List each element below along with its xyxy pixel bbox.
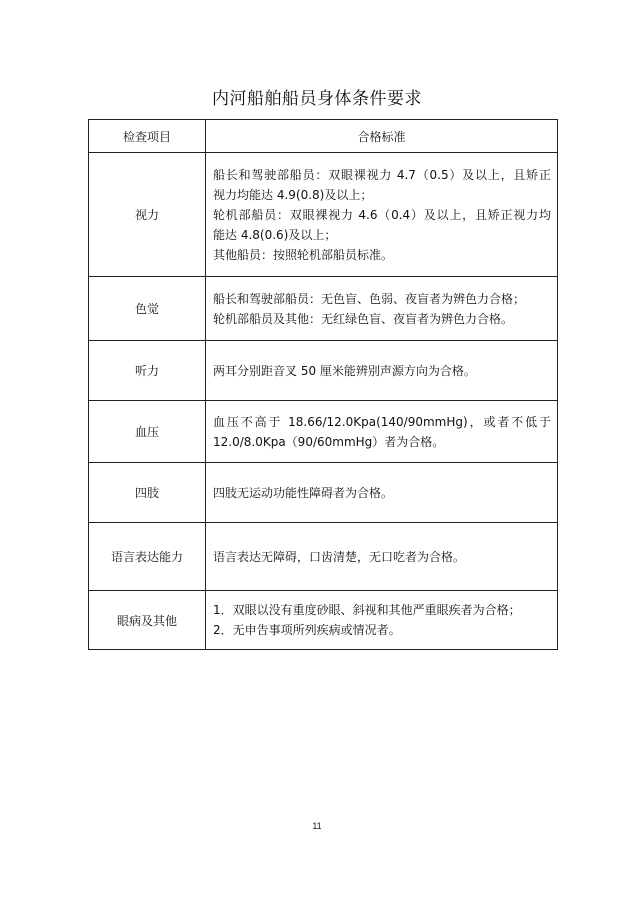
row-item-blood-pressure: 血压 — [89, 401, 206, 463]
row-standard-hearing — [206, 341, 558, 401]
row-standard-blood-pressure — [206, 401, 558, 463]
standard-line: 血压不高于 18.66/12.0Kpa(140/90mmHg)，或者不低于 — [213, 414, 551, 429]
header-item: 检查项目 — [89, 120, 206, 153]
header-standard: 合格标准 — [206, 120, 558, 153]
table-row — [89, 591, 558, 650]
table-row — [89, 463, 558, 523]
page-number: 11 — [312, 821, 322, 831]
standard-line: 视力均能达 4.9(0.8)及以上； — [213, 187, 373, 202]
row-standard-eye-disease — [206, 591, 558, 650]
table-row — [89, 523, 558, 591]
standard-line: 两耳分别距音叉 50 厘米能辨别声源方向为合格。 — [213, 363, 476, 378]
row-standard-speech — [206, 523, 558, 591]
document-title: 内河船舶船员身体条件要求 — [212, 89, 422, 109]
standard-line: 四肢无运动功能性障碍者为合格。 — [213, 485, 394, 500]
requirements-table — [88, 119, 558, 650]
row-item-limbs: 四肢 — [89, 463, 206, 523]
table-row — [89, 277, 558, 341]
standard-line: 语言表达无障碍，口齿清楚，无口吃者为合格。 — [213, 549, 466, 564]
standard-line: 2．无申告事项所列疾病或情况者。 — [213, 623, 401, 637]
table-header-row — [89, 120, 558, 153]
standard-line: 轮机部船员及其他：无红绿色盲、夜盲者为辨色力合格。 — [213, 311, 514, 326]
table-row — [89, 153, 558, 277]
row-item-eye-disease: 眼病及其他 — [89, 591, 206, 650]
row-standard-vision — [206, 153, 558, 277]
row-item-speech: 语言表达能力 — [89, 523, 206, 591]
standard-line: 能达 4.8(0.6)及以上； — [213, 227, 337, 242]
standard-line: 轮机部船员：双眼裸视力 4.6（0.4）及以上，且矫正视力均 — [213, 207, 551, 222]
standard-line: 1．双眼以没有重度砂眼、斜视和其他严重眼疾者为合格； — [213, 603, 521, 617]
row-standard-color-vision — [206, 277, 558, 341]
table-row — [89, 401, 558, 463]
row-item-vision: 视力 — [89, 153, 206, 277]
standard-line: 船长和驾驶部船员：双眼裸视力 4.7（0.5）及以上，且矫正 — [213, 167, 551, 182]
standard-line: 12.0/8.0Kpa（90/60mmHg）者为合格。 — [213, 434, 445, 449]
row-item-color-vision: 色觉 — [89, 277, 206, 341]
row-standard-limbs — [206, 463, 558, 523]
row-item-hearing: 听力 — [89, 341, 206, 401]
standard-line: 船长和驾驶部船员：无色盲、色弱、夜盲者为辨色力合格； — [213, 291, 526, 306]
table-row — [89, 341, 558, 401]
standard-line: 其他船员：按照轮机部船员标准。 — [213, 247, 394, 262]
